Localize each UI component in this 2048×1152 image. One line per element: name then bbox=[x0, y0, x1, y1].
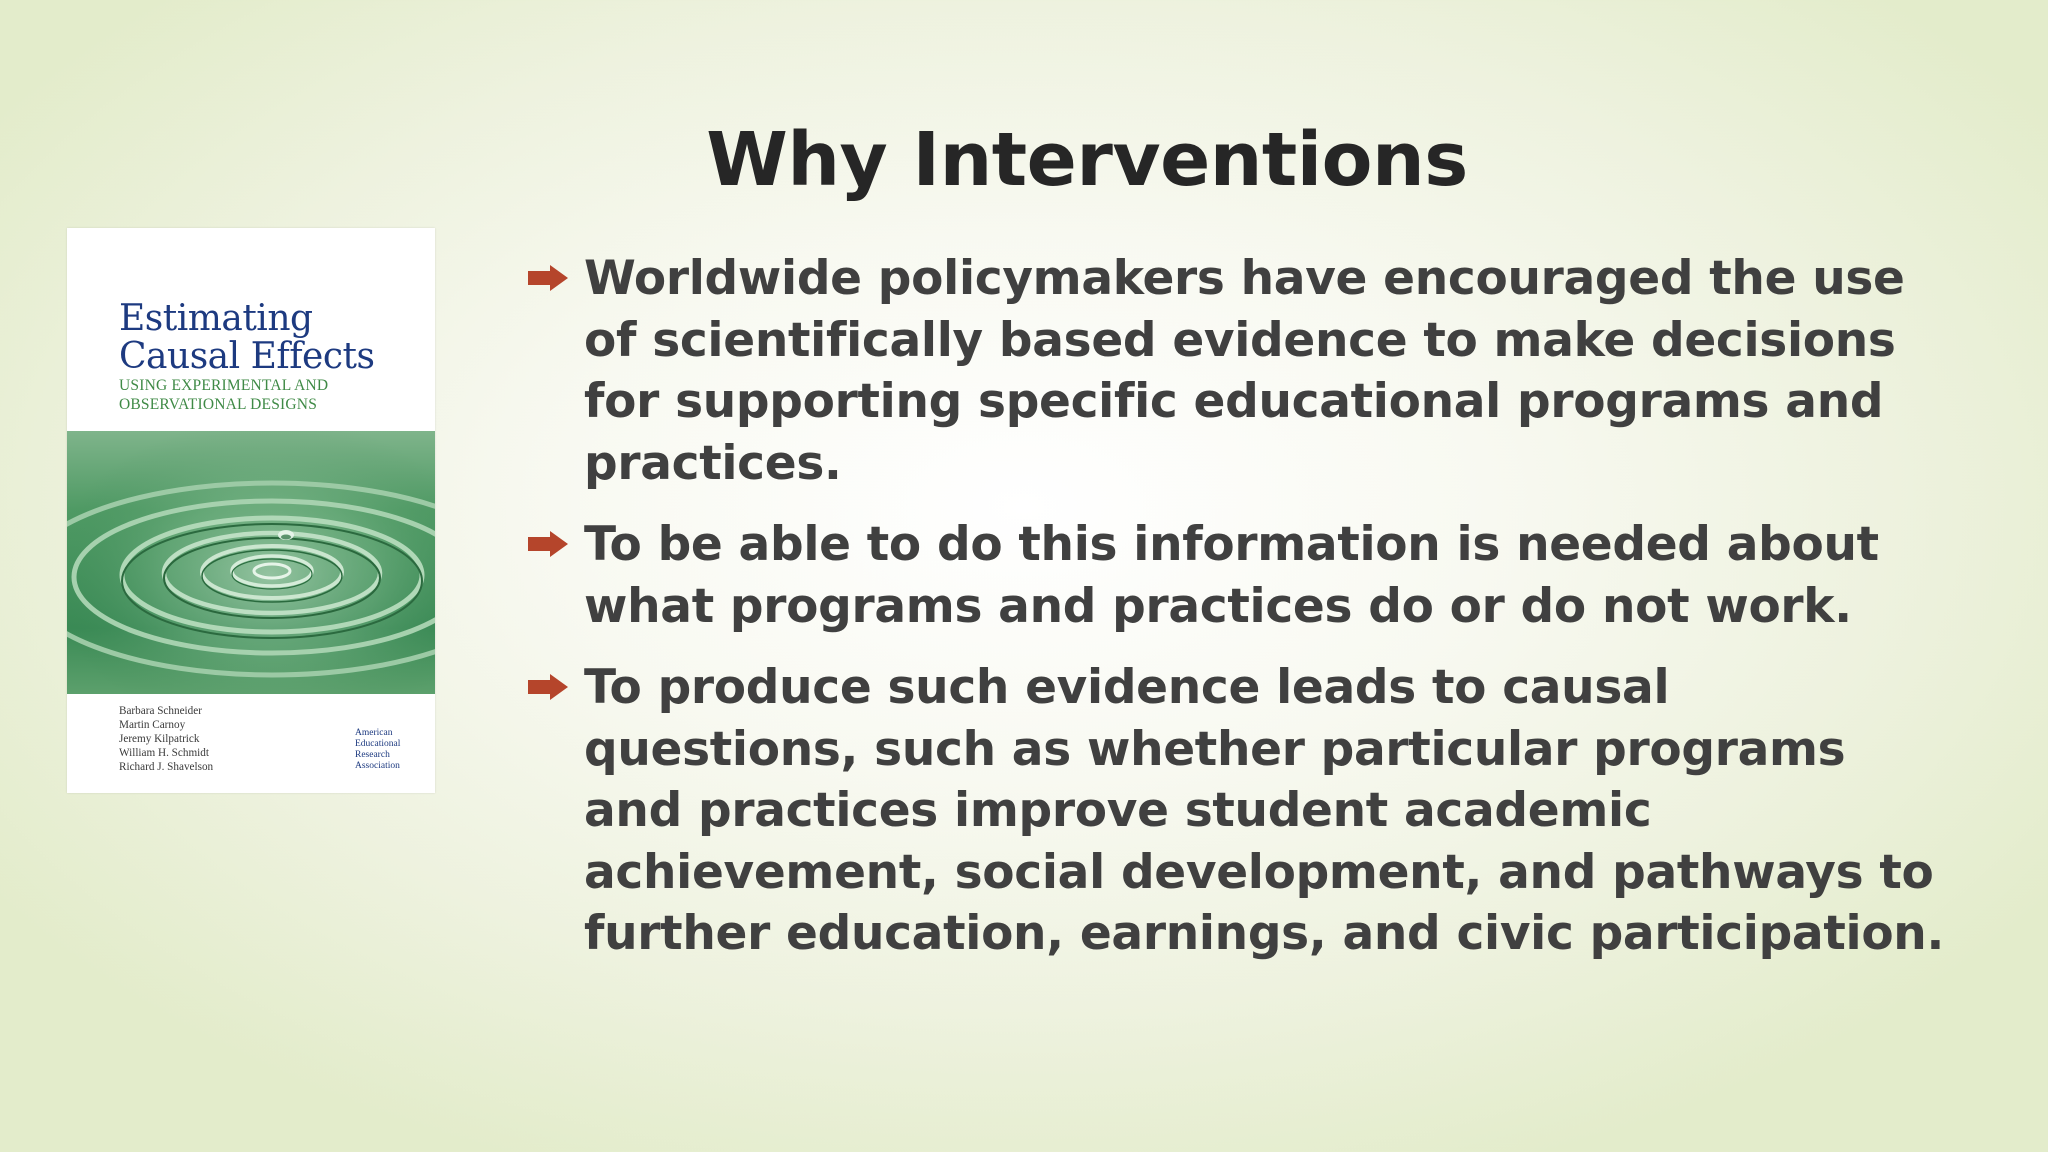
book-cover-image bbox=[67, 228, 435, 793]
slide-title: Why Interventions bbox=[706, 117, 1468, 203]
book-authors bbox=[119, 704, 319, 774]
book-author: Richard J. Shavelson bbox=[119, 761, 214, 773]
book-title bbox=[119, 300, 374, 376]
bullet-list bbox=[528, 248, 1948, 985]
book-subtitle-line: OBSERVATIONAL DESIGNS bbox=[119, 396, 318, 413]
bullet-item bbox=[528, 248, 1948, 494]
publisher-line: Association bbox=[355, 761, 400, 771]
bullet-item bbox=[528, 514, 1948, 637]
book-author: Barbara Schneider bbox=[119, 705, 202, 717]
right-arrow-bullet-icon bbox=[528, 531, 568, 557]
bullet-text: To be able to do this information is needed about what programs and practices do or do not work. bbox=[584, 517, 1879, 634]
book-title-line: Causal Effects bbox=[119, 336, 375, 377]
right-arrow-bullet-icon bbox=[528, 265, 568, 291]
book-author: Martin Carnoy bbox=[119, 719, 186, 731]
bullet-item bbox=[528, 657, 1948, 965]
water-ripple-image bbox=[67, 431, 435, 694]
book-subtitle bbox=[119, 376, 419, 414]
book-author: William H. Schmidt bbox=[119, 747, 209, 759]
publisher-line: American bbox=[355, 728, 393, 738]
publisher-line: Educational bbox=[355, 739, 401, 749]
book-subtitle-line: USING EXPERIMENTAL AND bbox=[119, 377, 329, 394]
publisher-logo bbox=[355, 728, 417, 780]
publisher-line: Research bbox=[355, 750, 390, 760]
bullet-text: Worldwide policymakers have encouraged the use of scientifically based evidence to make decisions for supporting specific educational programs and practices. bbox=[584, 251, 1905, 491]
right-arrow-bullet-icon bbox=[528, 674, 568, 700]
book-title-line: Estimating bbox=[119, 298, 313, 339]
bullet-text: To produce such evidence leads to causal questions, such as whether particular programs and practices improve student academic achievement, social development, and pathways to further education, earnings, and civic participation. bbox=[584, 660, 1945, 961]
book-author: Jeremy Kilpatrick bbox=[119, 733, 200, 745]
